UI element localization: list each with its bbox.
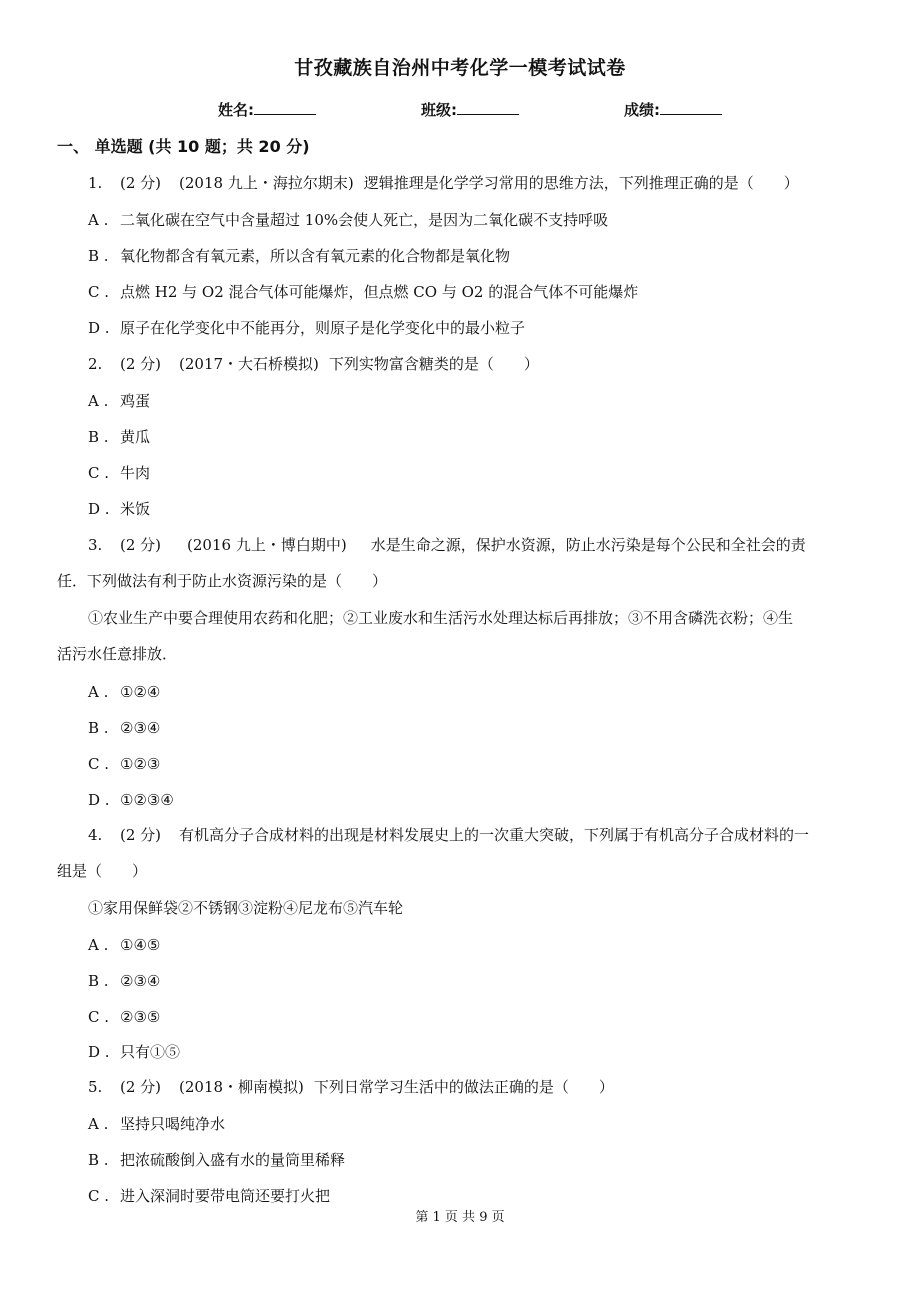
class-label: 班级: xyxy=(421,101,457,119)
question-number: 5. xyxy=(88,1078,103,1096)
question-source: (2018・柳南模拟) xyxy=(179,1078,304,1096)
option-b[interactable] xyxy=(88,1150,345,1170)
score-blank[interactable] xyxy=(660,100,722,115)
option-label: A . xyxy=(88,683,109,701)
question-score: (2 分) xyxy=(120,174,162,192)
option-label: A . xyxy=(88,936,109,954)
class-field xyxy=(421,100,519,120)
class-blank[interactable] xyxy=(457,100,519,115)
page-title: 甘孜藏族自治州中考化学一模考试试卷 xyxy=(294,57,626,79)
question-stem: 下列实物富含糖类的是（ ） xyxy=(328,355,539,373)
question-5 xyxy=(88,1077,614,1097)
option-label: C . xyxy=(88,1008,110,1026)
option-text: 点燃 H2 与 O2 混合气体可能爆炸，但点燃 CO 与 O2 的混合气体不可能爆炸 xyxy=(120,283,639,301)
question-3 xyxy=(88,535,806,555)
option-text: 把浓硫酸倒入盛有水的量筒里稀释 xyxy=(120,1151,346,1169)
option-label: B . xyxy=(88,719,109,737)
option-c[interactable] xyxy=(88,754,160,774)
question-stem: 水是生命之源，保护水资源，防止水污染是每个公民和全社会的责 xyxy=(370,536,806,554)
score-label: 成绩: xyxy=(624,101,660,119)
option-d[interactable] xyxy=(88,499,150,519)
option-text: ②③⑤ xyxy=(120,1008,161,1026)
question-stem-cont: 组是（ ） xyxy=(57,862,148,880)
option-label: A . xyxy=(88,211,109,229)
option-c[interactable] xyxy=(88,282,638,302)
question-stem: 逻辑推理是化学学习常用的思维方法，下列推理正确的是（ ） xyxy=(363,174,799,192)
option-b[interactable] xyxy=(88,971,160,991)
option-label: C . xyxy=(88,1187,110,1205)
option-text: 原子在化学变化中不能再分，则原子是化学变化中的最小粒子 xyxy=(120,319,526,337)
option-text: ①②③④ xyxy=(120,791,174,809)
option-label: D . xyxy=(88,500,110,518)
question-score: (2 分) xyxy=(120,1078,162,1096)
question-stem-cont: 任．下列做法有利于防止水资源污染的是（ ） xyxy=(57,572,388,590)
question-number: 3. xyxy=(88,536,103,554)
option-text: ①④⑤ xyxy=(120,936,161,954)
question-source: (2017・大石桥模拟) xyxy=(179,355,319,373)
option-c[interactable] xyxy=(88,1007,160,1027)
option-text: 米饭 xyxy=(120,500,151,518)
question-4 xyxy=(88,825,809,845)
option-text: 进入深洞时要带电筒还要打火把 xyxy=(120,1187,331,1205)
option-text: 黄瓜 xyxy=(120,428,151,446)
option-c[interactable] xyxy=(88,1186,330,1206)
name-field xyxy=(218,100,316,120)
option-d[interactable] xyxy=(88,1042,180,1062)
question-number: 4. xyxy=(88,826,103,844)
option-a[interactable] xyxy=(88,391,150,411)
option-b[interactable] xyxy=(88,246,510,266)
option-label: B . xyxy=(88,1151,109,1169)
option-label: B . xyxy=(88,247,109,265)
option-text: ②③④ xyxy=(120,972,161,990)
option-label: B . xyxy=(88,972,109,990)
question-score: (2 分) xyxy=(120,355,162,373)
option-a[interactable] xyxy=(88,1114,225,1134)
option-text: ②③④ xyxy=(120,719,161,737)
option-text: 只有①⑤ xyxy=(120,1043,181,1061)
question-statement: ①农业生产中要合理使用农药和化肥；②工业废水和生活污水处理达标后再排放；③不用含磷洗衣粉；④生 xyxy=(88,609,794,627)
question-statement: ①家用保鲜袋②不锈钢③淀粉④尼龙布⑤汽车轮 xyxy=(88,899,404,917)
option-a[interactable] xyxy=(88,682,160,702)
option-text: 牛肉 xyxy=(120,464,151,482)
option-b[interactable] xyxy=(88,718,160,738)
name-label: 姓名: xyxy=(218,101,254,119)
option-c[interactable] xyxy=(88,463,150,483)
option-label: C . xyxy=(88,464,110,482)
option-label: C . xyxy=(88,283,110,301)
option-a[interactable] xyxy=(88,935,160,955)
option-text: 二氧化碳在空气中含量超过 10%会使人死亡，是因为二氧化碳不支持呼吸 xyxy=(120,211,609,229)
question-stem: 有机高分子合成材料的出现是材料发展史上的一次重大突破，下列属于有机高分子合成材料的一 xyxy=(179,826,810,844)
option-d[interactable] xyxy=(88,318,525,338)
option-label: A . xyxy=(88,392,109,410)
question-2 xyxy=(88,354,539,374)
question-stem: 下列日常学习生活中的做法正确的是（ ） xyxy=(313,1078,614,1096)
question-number: 2. xyxy=(88,355,103,373)
option-a[interactable] xyxy=(88,210,608,230)
name-blank[interactable] xyxy=(254,100,316,115)
question-score: (2 分) xyxy=(120,536,162,554)
section-heading: 一、 单选题 (共 10 题；共 20 分) xyxy=(57,137,310,156)
option-text: 氧化物都含有氧元素，所以含有氧元素的化合物都是氧化物 xyxy=(120,247,511,265)
question-source: (2018 九上・海拉尔期末) xyxy=(179,174,354,192)
question-statement-cont: 活污水任意排放． xyxy=(57,645,178,663)
question-score: (2 分) xyxy=(120,826,162,844)
question-number: 1. xyxy=(88,174,103,192)
question-1 xyxy=(88,173,799,193)
option-text: 鸡蛋 xyxy=(120,392,151,410)
option-label: C . xyxy=(88,755,110,773)
question-source: (2016 九上・博白期中) xyxy=(187,536,347,554)
option-label: B . xyxy=(88,428,109,446)
option-text: ①②④ xyxy=(120,683,161,701)
option-label: D . xyxy=(88,319,110,337)
option-label: A . xyxy=(88,1115,109,1133)
option-text: 坚持只喝纯净水 xyxy=(120,1115,226,1133)
option-label: D . xyxy=(88,791,110,809)
score-field xyxy=(624,100,722,120)
option-d[interactable] xyxy=(88,790,174,810)
option-b[interactable] xyxy=(88,427,150,447)
page-footer: 第 1 页 共 9 页 xyxy=(415,1210,505,1225)
option-text: ①②③ xyxy=(120,755,161,773)
option-label: D . xyxy=(88,1043,110,1061)
